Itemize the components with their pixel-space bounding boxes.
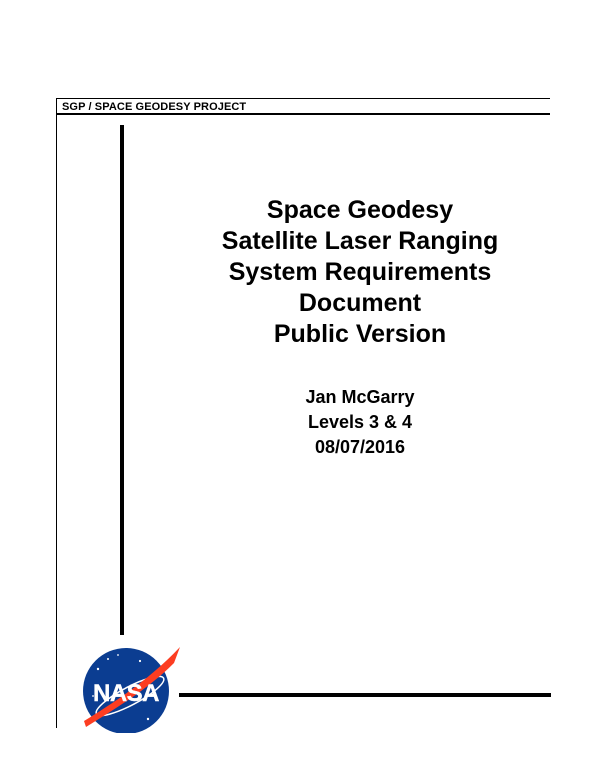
title-line: Satellite Laser Ranging [221, 227, 499, 255]
logo-text: NASA [92, 680, 160, 707]
left-margin-rule [56, 98, 57, 728]
footer-bar [179, 693, 551, 697]
title-line: Space Geodesy [266, 196, 454, 224]
author: Jan McGarry [305, 387, 415, 407]
date: 08/07/2016 [314, 437, 406, 457]
title-line: System Requirements [228, 258, 492, 286]
title-line: Public Version [273, 320, 447, 348]
document-meta [160, 385, 560, 460]
header-rule [56, 113, 550, 115]
header-top-rule [56, 98, 550, 99]
document-title [160, 195, 560, 350]
vertical-bar [120, 125, 124, 635]
levels: Levels 3 & 4 [307, 412, 413, 432]
title-line: Document [298, 289, 422, 317]
nasa-meatball-icon [78, 641, 182, 733]
project-label: SGP / SPACE GEODESY PROJECT [62, 101, 247, 113]
